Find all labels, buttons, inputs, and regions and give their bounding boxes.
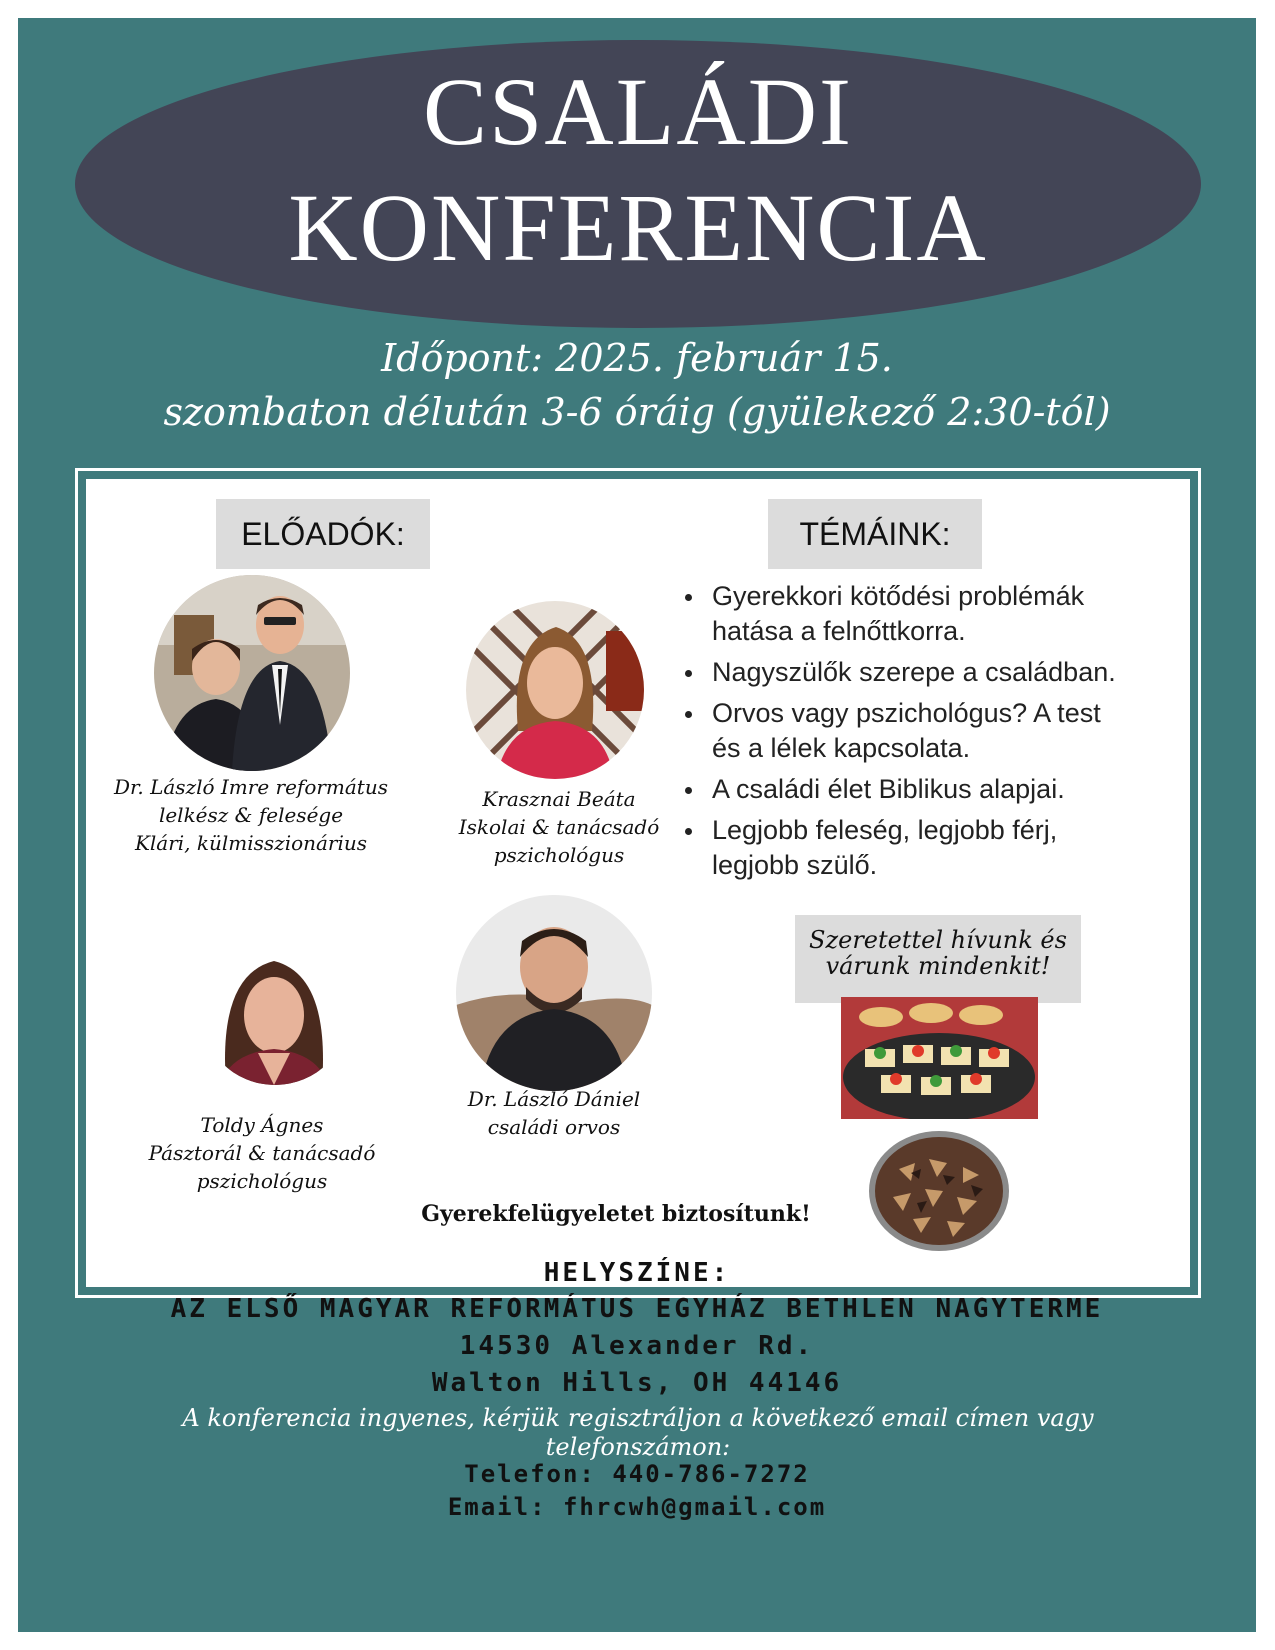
venue-label: HELYSZÍNE: [543,1258,731,1288]
speaker-4-role: családi orvos [487,1115,621,1139]
date-line-1: Időpont: 2025. február 15. [381,336,893,380]
speaker-caption-4 [444,1085,664,1141]
welcome-box [795,915,1081,1003]
welcome-line-1: Szeretettel hívunk és [809,926,1067,954]
title-line-1: CSALÁDI [422,58,853,165]
speaker-photo-toldy [200,935,350,1085]
speaker-photo-couple [154,575,350,771]
date-line-2: szombaton délután 3-6 óráig (gyülekező 2:30-tól) [163,390,1111,434]
topic-item: A családi élet Biblikus alapjai. [679,772,1119,807]
registration-note-line-2: telefonszámon: [545,1433,731,1461]
speaker-4-name: Dr. László Dániel [467,1087,641,1111]
speaker-1-name: Dr. László Imre református [113,775,388,799]
speaker-3-role-2: pszichológus [196,1169,328,1193]
topic-item: Gyerekkori kötődési problémák hatása a felnőttkorra. [679,579,1119,649]
pastry-plate-image [859,1119,1019,1257]
welcome-line-2: várunk mindenkit! [825,952,1051,980]
title-oval [75,40,1201,328]
content-panel-inner [86,479,1190,1287]
speaker-photo-daniel [456,895,652,1091]
speaker-caption-3 [142,1111,382,1195]
topic-item: Nagyszülők szerepe a családban. [679,655,1119,690]
speaker-caption-2 [444,785,674,869]
speakers-heading: ELŐADÓK: [216,499,430,569]
speaker-1-role-2: Klári, külmisszionárius [134,831,368,855]
speaker-2-name: Krasznai Beáta [482,787,636,811]
speaker-3-name: Toldy Ágnes [200,1113,324,1137]
topics-list [679,579,1119,889]
registration-note-line-1: A konferencia ingyenes, kérjük regisztráljon a következő email címen vagy [182,1404,1094,1432]
speaker-photo-krasznai [466,601,644,779]
poster [18,18,1256,1632]
registration-note [178,1404,1098,1462]
content-panel [75,468,1201,1298]
topic-item: Orvos vagy pszichológus? A test és a lélek kapcsolata. [679,696,1119,766]
childcare-note: Gyerekfelügyeletet biztosítunk! [421,1201,811,1227]
speaker-2-role: Iskolai & tanácsadó [458,815,660,839]
speaker-2-role-2: pszichológus [493,843,625,867]
sandwich-platter-image [841,997,1038,1119]
venue-street: 14530 Alexander Rd. [459,1331,815,1361]
speaker-3-role: Pásztorál & tanácsadó [148,1141,376,1165]
speaker-1-role: lelkész & felesége [158,803,344,827]
title-line-2: KONFERENCIA [288,174,988,281]
venue-city: Walton Hills, OH 44146 [431,1368,843,1398]
contact-email: Email: fhrcwh@gmail.com [447,1493,827,1521]
topics-heading: TÉMÁINK: [768,499,982,569]
venue-name: AZ ELSŐ MAGYAR REFORMÁTUS EGYHÁZ BETHLEN NAGYTERME [170,1294,1104,1324]
speaker-caption-1 [86,773,416,857]
contact-phone: Telefon: 440-786-7272 [464,1460,810,1488]
topic-item: Legjobb feleség, legjobb férj, legjobb szülő. [679,813,1119,883]
